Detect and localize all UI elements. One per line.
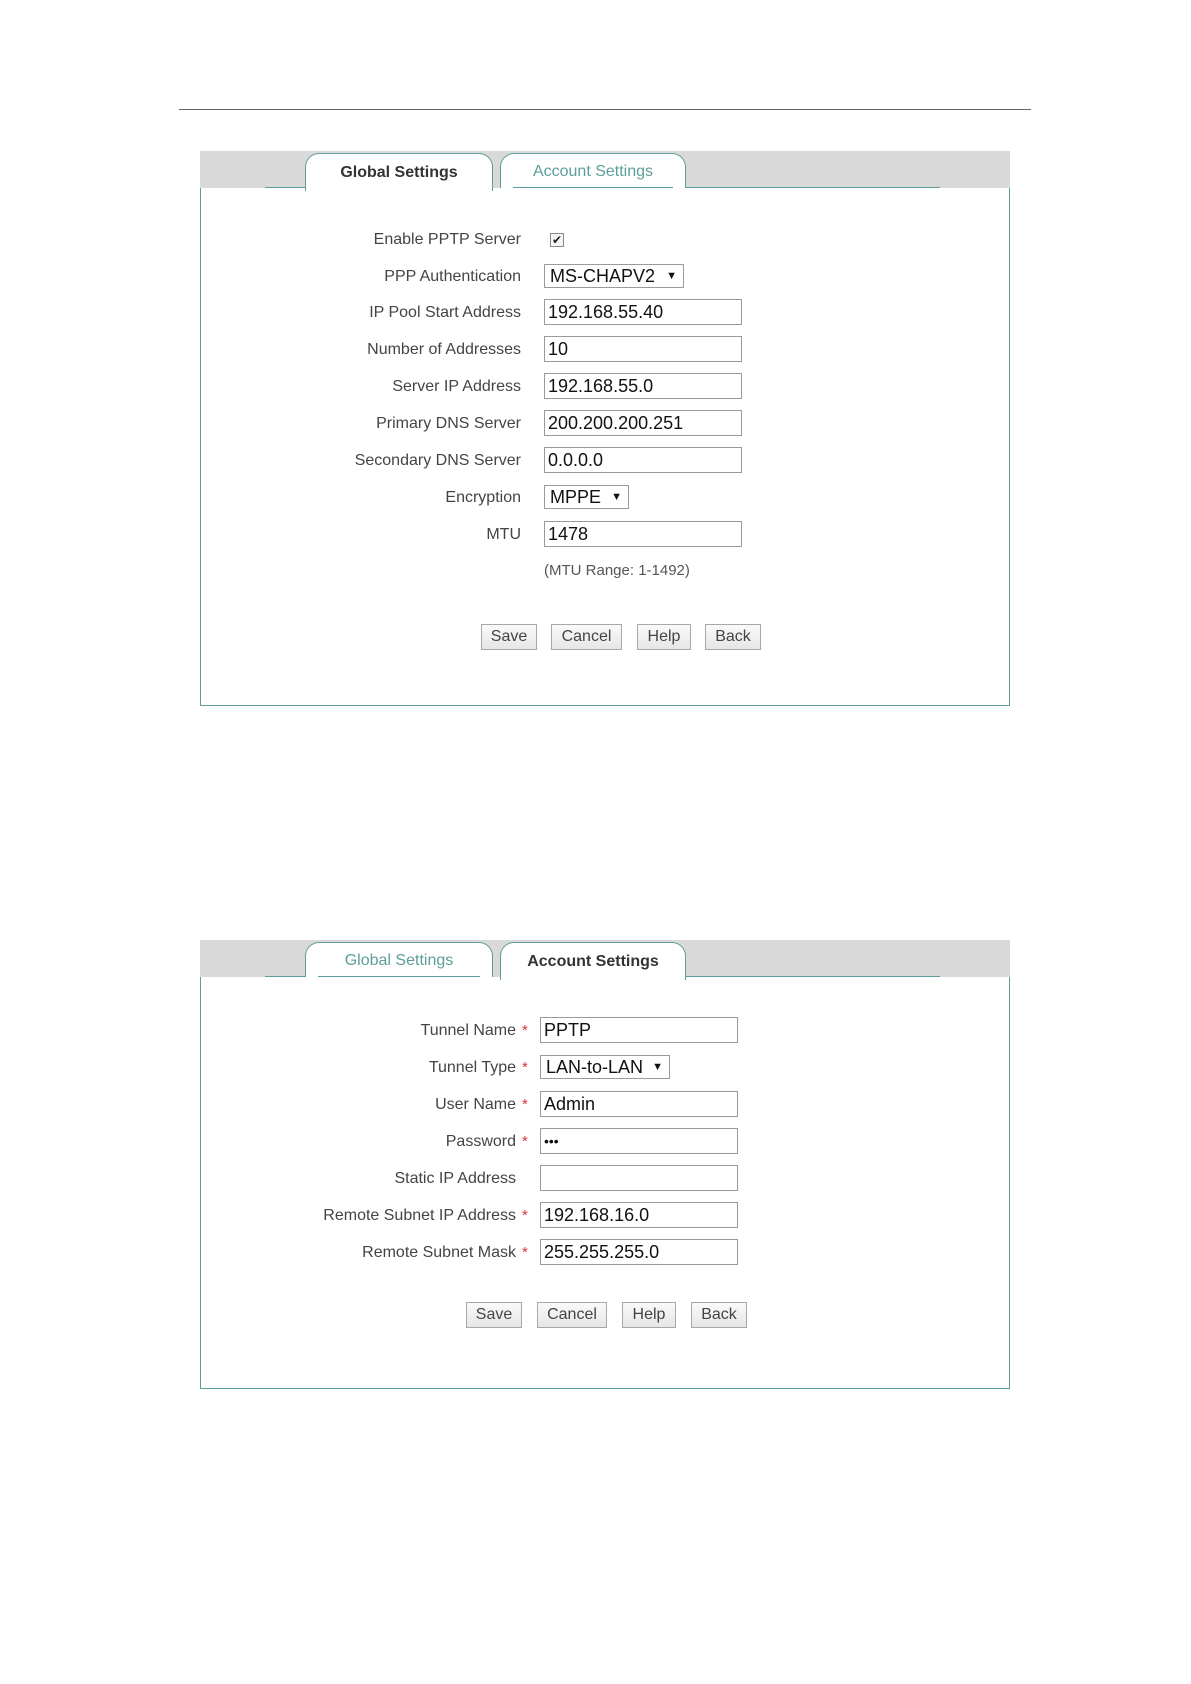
cancel-button[interactable]: Cancel: [551, 624, 622, 650]
pptp-account-settings-panel: [200, 940, 1010, 1390]
tunnel-name-label: Tunnel Name: [420, 1022, 516, 1039]
ppp-authentication-label: PPP Authentication: [384, 268, 521, 285]
user-name-label: User Name: [435, 1096, 516, 1113]
form-row-password: [201, 1128, 1011, 1156]
form-row-primary-dns: [201, 410, 1011, 438]
caret-down-icon: ▼: [666, 270, 677, 282]
tunnel-type-label: Tunnel Type: [428, 1059, 516, 1076]
required-marker: *: [522, 1022, 528, 1039]
remote-subnet-ip-label: Remote Subnet IP Address: [323, 1207, 516, 1224]
form-row-mtu: [201, 521, 1011, 549]
help-button[interactable]: Help: [622, 1302, 676, 1328]
encryption-value: MPPE: [550, 487, 602, 507]
checkmark-icon: ✔: [551, 233, 563, 247]
form-row-encryption: [201, 484, 1011, 512]
required-marker: *: [522, 1244, 528, 1261]
form-row-remote-subnet-mask: [201, 1239, 1011, 1267]
caret-down-icon: ▼: [652, 1061, 663, 1073]
form-row-static-ip: [201, 1165, 1011, 1193]
save-button[interactable]: Save: [466, 1302, 522, 1328]
form-row-secondary-dns: [201, 447, 1011, 475]
remote-subnet-mask-input[interactable]: 255.255.255.0: [540, 1239, 738, 1265]
password-input[interactable]: •••: [540, 1128, 738, 1154]
save-button[interactable]: Save: [481, 624, 537, 650]
secondary-dns-input[interactable]: 0.0.0.0: [544, 447, 742, 473]
tab-account-settings[interactable]: Account Settings: [500, 942, 686, 980]
server-ip-label: Server IP Address: [392, 378, 521, 395]
page-header-rule: [179, 109, 1031, 110]
form-row-user-name: [201, 1091, 1011, 1119]
static-ip-input[interactable]: [540, 1165, 738, 1191]
ppp-authentication-value: MS-CHAPV2: [550, 266, 656, 286]
form-row-enable-pptp: [201, 226, 1011, 254]
ip-pool-start-input[interactable]: 192.168.55.40: [544, 299, 742, 325]
form-row-mtu-range: [201, 557, 1011, 585]
user-name-input[interactable]: Admin: [540, 1091, 738, 1117]
password-label: Password: [445, 1133, 516, 1150]
tab-global-settings[interactable]: Global Settings: [305, 153, 493, 191]
ppp-authentication-select[interactable]: [544, 264, 684, 288]
settings-form: [200, 188, 1010, 706]
mtu-range-note: (MTU Range: 1-1492): [544, 562, 690, 579]
enable-pptp-checkbox[interactable]: [550, 233, 564, 247]
back-button[interactable]: Back: [705, 624, 761, 650]
required-marker: *: [522, 1059, 528, 1076]
back-button[interactable]: Back: [691, 1302, 747, 1328]
remote-subnet-mask-label: Remote Subnet Mask: [362, 1244, 516, 1261]
form-row-tunnel-name: [201, 1017, 1011, 1045]
number-of-addresses-label: Number of Addresses: [367, 341, 521, 358]
encryption-label: Encryption: [445, 489, 521, 506]
tunnel-name-input[interactable]: PPTP: [540, 1017, 738, 1043]
tab-account-settings[interactable]: Account Settings: [500, 153, 686, 189]
form-row-ip-pool-start: [201, 299, 1011, 327]
required-marker: *: [522, 1207, 528, 1224]
ip-pool-start-label: IP Pool Start Address: [369, 304, 521, 321]
number-of-addresses-input[interactable]: 10: [544, 336, 742, 362]
required-marker: *: [522, 1096, 528, 1113]
form-row-remote-subnet-ip: [201, 1202, 1011, 1230]
cancel-button[interactable]: Cancel: [537, 1302, 607, 1328]
help-button[interactable]: Help: [637, 624, 691, 650]
server-ip-input[interactable]: 192.168.55.0: [544, 373, 742, 399]
form-row-number-of-addresses: [201, 336, 1011, 364]
static-ip-label: Static IP Address: [394, 1170, 516, 1187]
mtu-input[interactable]: 1478: [544, 521, 742, 547]
form-row-server-ip: [201, 373, 1011, 401]
form-row-ppp-auth: [201, 263, 1011, 291]
caret-down-icon: ▼: [611, 491, 622, 503]
primary-dns-input[interactable]: 200.200.200.251: [544, 410, 742, 436]
encryption-select[interactable]: [544, 485, 629, 509]
mtu-label: MTU: [486, 526, 521, 543]
pptp-global-settings-panel: [200, 151, 1010, 706]
tab-global-settings[interactable]: Global Settings: [305, 942, 493, 978]
secondary-dns-label: Secondary DNS Server: [354, 452, 521, 469]
primary-dns-label: Primary DNS Server: [376, 415, 521, 432]
required-marker: *: [522, 1133, 528, 1150]
form-row-tunnel-type: [201, 1054, 1011, 1082]
enable-pptp-label: Enable PPTP Server: [373, 231, 521, 248]
tunnel-type-select[interactable]: [540, 1055, 670, 1079]
tunnel-type-value: LAN-to-LAN: [546, 1057, 644, 1077]
remote-subnet-ip-input[interactable]: 192.168.16.0: [540, 1202, 738, 1228]
account-form: [200, 977, 1010, 1389]
